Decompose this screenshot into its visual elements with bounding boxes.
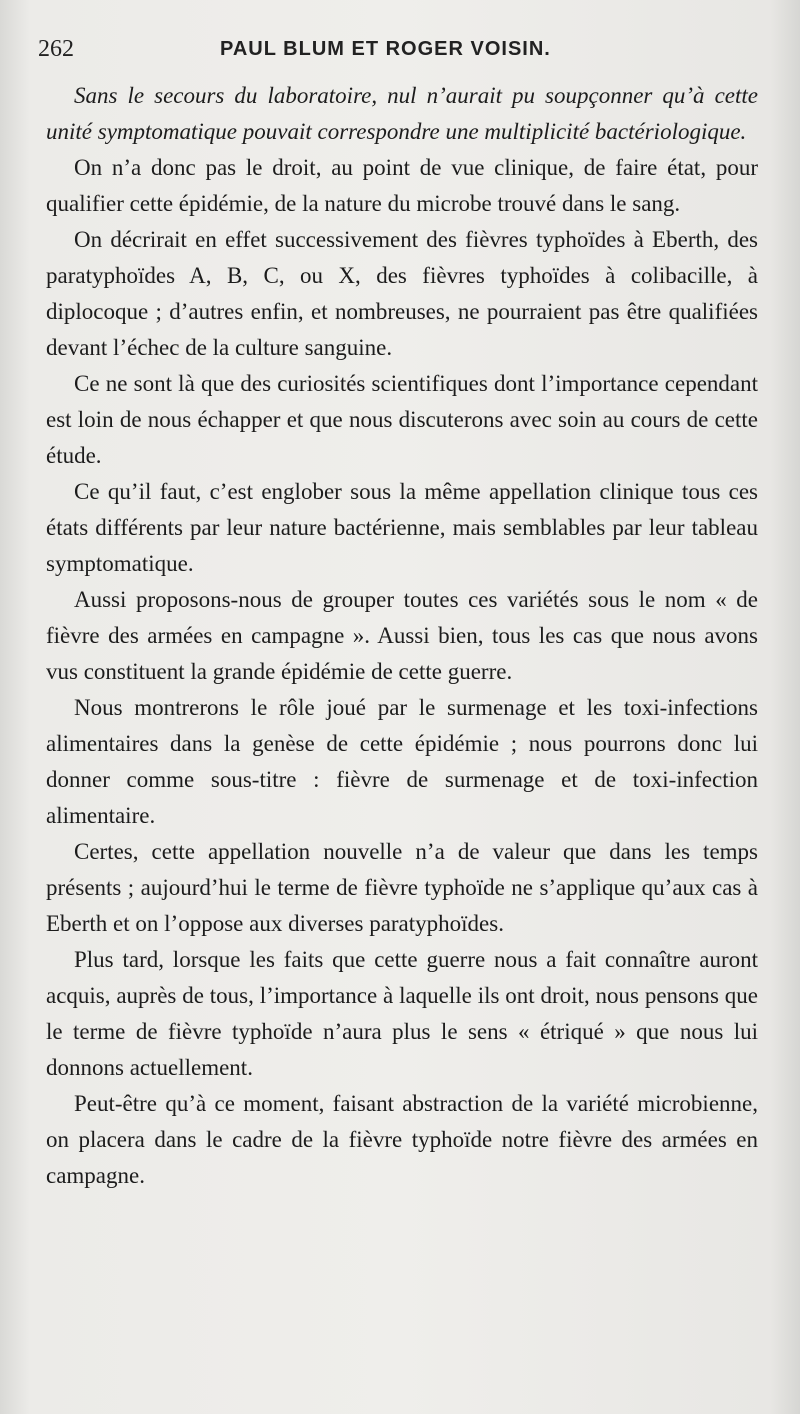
paragraph: Nous montrerons le rôle joué par le surmenage et les toxi-infections alimentaires dans la genèse de cette épidémie ; nous pourrons donc lui donner comme sous-titre : fièvre de surmenage et de toxi-infection alimentaire. [46,695,758,828]
paragraph: Certes, cette appellation nouvelle n’a de valeur que dans les temps présents ; aujourd’hui le terme de fièvre typhoïde ne s’applique qu’aux cas à Eberth et on l’oppose aux diverses paratyphoïdes. [46,839,758,936]
page-header [38,36,758,66]
page-number: 262 [38,36,74,62]
body-text [46,78,758,1194]
running-head: PAUL BLUM ET ROGER VOISIN. [220,38,551,60]
paragraph: On n’a donc pas le droit, au point de vue clinique, de faire état, pour qualifier cette épidémie, de la nature du microbe trouvé dans le sang. [46,155,758,216]
paragraph: Peut-être qu’à ce moment, faisant abstraction de la variété microbienne, on placera dans le cadre de la fièvre typhoïde notre fièvre des armées en campagne. [46,1091,758,1188]
paragraph-italic-intro: Sans le secours du laboratoire, nul n’aurait pu soupçonner qu’à cette unité symptomatique pouvait correspondre une multiplicité bactériologique. [46,83,758,144]
paragraph: Plus tard, lorsque les faits que cette guerre nous a fait connaître auront acquis, auprès de tous, l’importance à laquelle ils ont droit, nous pensons que le terme de fièvre typhoïde n’aura plus le sens « étriqué » que nous lui donnons actuellement. [46,947,758,1080]
paragraph: Aussi proposons-nous de grouper toutes ces variétés sous le nom « de fièvre des armées en campagne ». Aussi bien, tous les cas que nous avons vus constituent la grande épidémie de cette guerre. [46,587,758,684]
paragraph: Ce qu’il faut, c’est englober sous la même appellation clinique tous ces états différents par leur nature bactérienne, mais semblables par leur tableau symptomatique. [46,479,758,576]
paragraph: Ce ne sont là que des curiosités scientifiques dont l’importance cependant est loin de nous échapper et que nous discuterons avec soin au cours de cette étude. [46,371,758,468]
paragraph: On décrirait en effet successivement des fièvres typhoïdes à Eberth, des paratyphoïdes A, B, C, ou X, des fièvres typhoïdes à colibacille, à diplocoque ; d’autres enfin, et nombreuses, ne pourraient pas être qualifiées devant l’échec de la culture sanguine. [46,227,758,360]
